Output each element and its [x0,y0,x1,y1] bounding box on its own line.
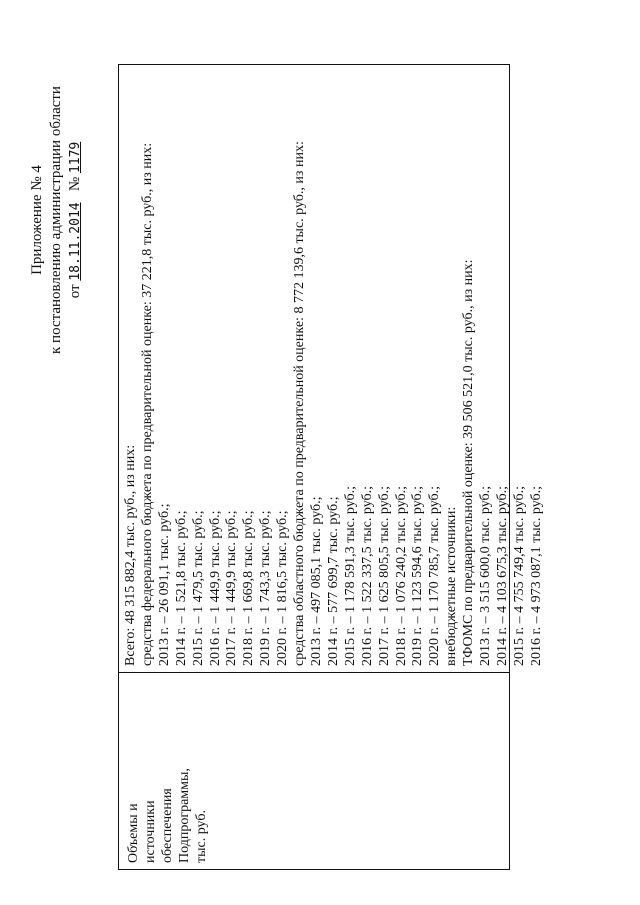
label-line: обеспечения [160,788,175,863]
table-value-cell [119,65,544,672]
label-line: источники [143,800,158,863]
value-line: средства областного бюджета по предварительной оценке: 8 772 139,6 тыс. руб., из них: [292,141,308,666]
appendix-date-line [66,20,85,420]
value-line: 2020 г. – 1 816,5 тыс. руб.; [275,510,291,666]
date-value: 18.11.2014 [68,202,83,281]
date-prefix: от [67,284,83,299]
value-line: 2015 г. – 1 178 591,3 тыс. руб.; [342,485,358,666]
number-value: 1179 [68,141,83,174]
value-line: ТФОМС по предварительной оценке: 39 506 521,0 тыс. руб., из них: [461,259,477,666]
label-line: тыс. руб. [194,810,209,863]
table-label-cell [119,672,509,869]
value-line: 2014 г. – 1 521,8 тыс. руб.; [173,510,189,666]
appendix-title: Приложение № 4 [29,165,45,275]
value-line: 2014 г. – 577 699,7 тыс. руб.; [325,496,341,666]
value-line: 2013 г. – 3 515 600,0 тыс. руб.; [478,485,494,666]
number-prefix: № [67,176,83,192]
value-line: 2017 г. – 1 625 805,5 тыс. руб.; [376,485,392,666]
value-line: 2019 г. – 1 743,3 тыс. руб.; [258,510,274,666]
value-line: 2015 г. – 4 755 749,4 тыс. руб.; [511,485,527,666]
value-line: 2016 г. – 4 973 087,1 тыс. руб.; [528,485,544,666]
value-line: 2014 г. – 4 103 675,3 тыс. руб.; [494,485,510,666]
value-line: Всего: 48 315 882,4 тыс. руб., из них: [123,444,138,666]
value-line: 2016 г. – 1 449,9 тыс. руб.; [207,510,223,666]
value-line: внебюджетные источники: [444,506,460,666]
label-line: Объемы и [126,803,141,863]
value-line: 2016 г. – 1 522 337,5 тыс. руб.; [359,485,375,666]
value-line: 2013 г. – 497 085,1 тыс. руб.; [308,496,324,666]
value-line: средства федерального бюджета по предварительной оценке: 37 221,8 тыс. руб., из них: [139,142,155,666]
value-line: 2019 г. – 1 123 594,6 тыс. руб.; [410,485,426,666]
value-line: 2013 г. – 26 091,1 тыс. руб.; [156,503,172,666]
label-line: Подпрограммы, [177,768,192,863]
value-line: 2017 г. – 1 449,9 тыс. руб.; [224,510,240,666]
appendix-header [28,20,85,420]
value-line: 2018 г. – 1 669,8 тыс. руб.; [241,510,257,666]
appendix-resolution-line: к постановлению администрации области [48,86,64,354]
value-line: 2018 г. – 1 076 240,2 тыс. руб.; [393,485,409,666]
value-line: 2020 г. – 1 170 785,7 тыс. руб.; [427,485,443,666]
value-line: 2015 г. – 1 479,5 тыс. руб.; [190,510,206,666]
funding-table [118,64,544,870]
